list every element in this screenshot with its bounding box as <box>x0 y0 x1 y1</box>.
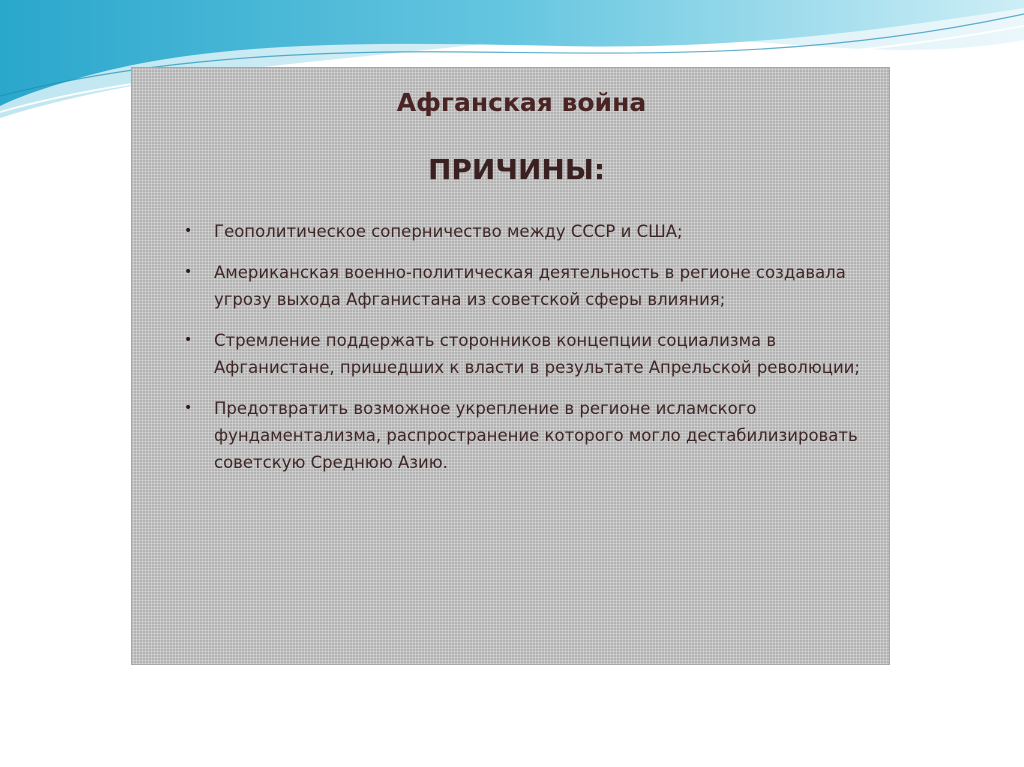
bullet-icon: • <box>184 332 193 348</box>
bullet-icon: • <box>184 223 193 239</box>
reason-text: Стремление поддержать сторонников концепции социализма в Афганистане, пришедших к власти в результате Апрельской революции; <box>214 331 860 377</box>
bullet-icon: • <box>184 264 193 280</box>
list-item <box>180 327 870 381</box>
content-panel <box>131 67 890 665</box>
reason-text: Геополитическое соперничество между СССР и США; <box>214 222 683 241</box>
slide-title: Афганская война <box>396 88 647 117</box>
reason-text: Предотвратить возможное укрепление в регионе исламского фундаментализма, распространение которого могло дестабилизировать советскую Среднюю Азию. <box>214 399 858 472</box>
list-item <box>180 395 870 476</box>
list-item <box>180 218 870 245</box>
reason-text: Американская военно-политическая деятельность в регионе создавала угрозу выхода Афганистана из советской сферы влияния; <box>214 263 846 309</box>
list-item <box>180 259 870 313</box>
slide-subtitle: ПРИЧИНЫ: <box>427 153 606 186</box>
bullet-icon: • <box>184 400 193 416</box>
reasons-list <box>180 218 870 490</box>
